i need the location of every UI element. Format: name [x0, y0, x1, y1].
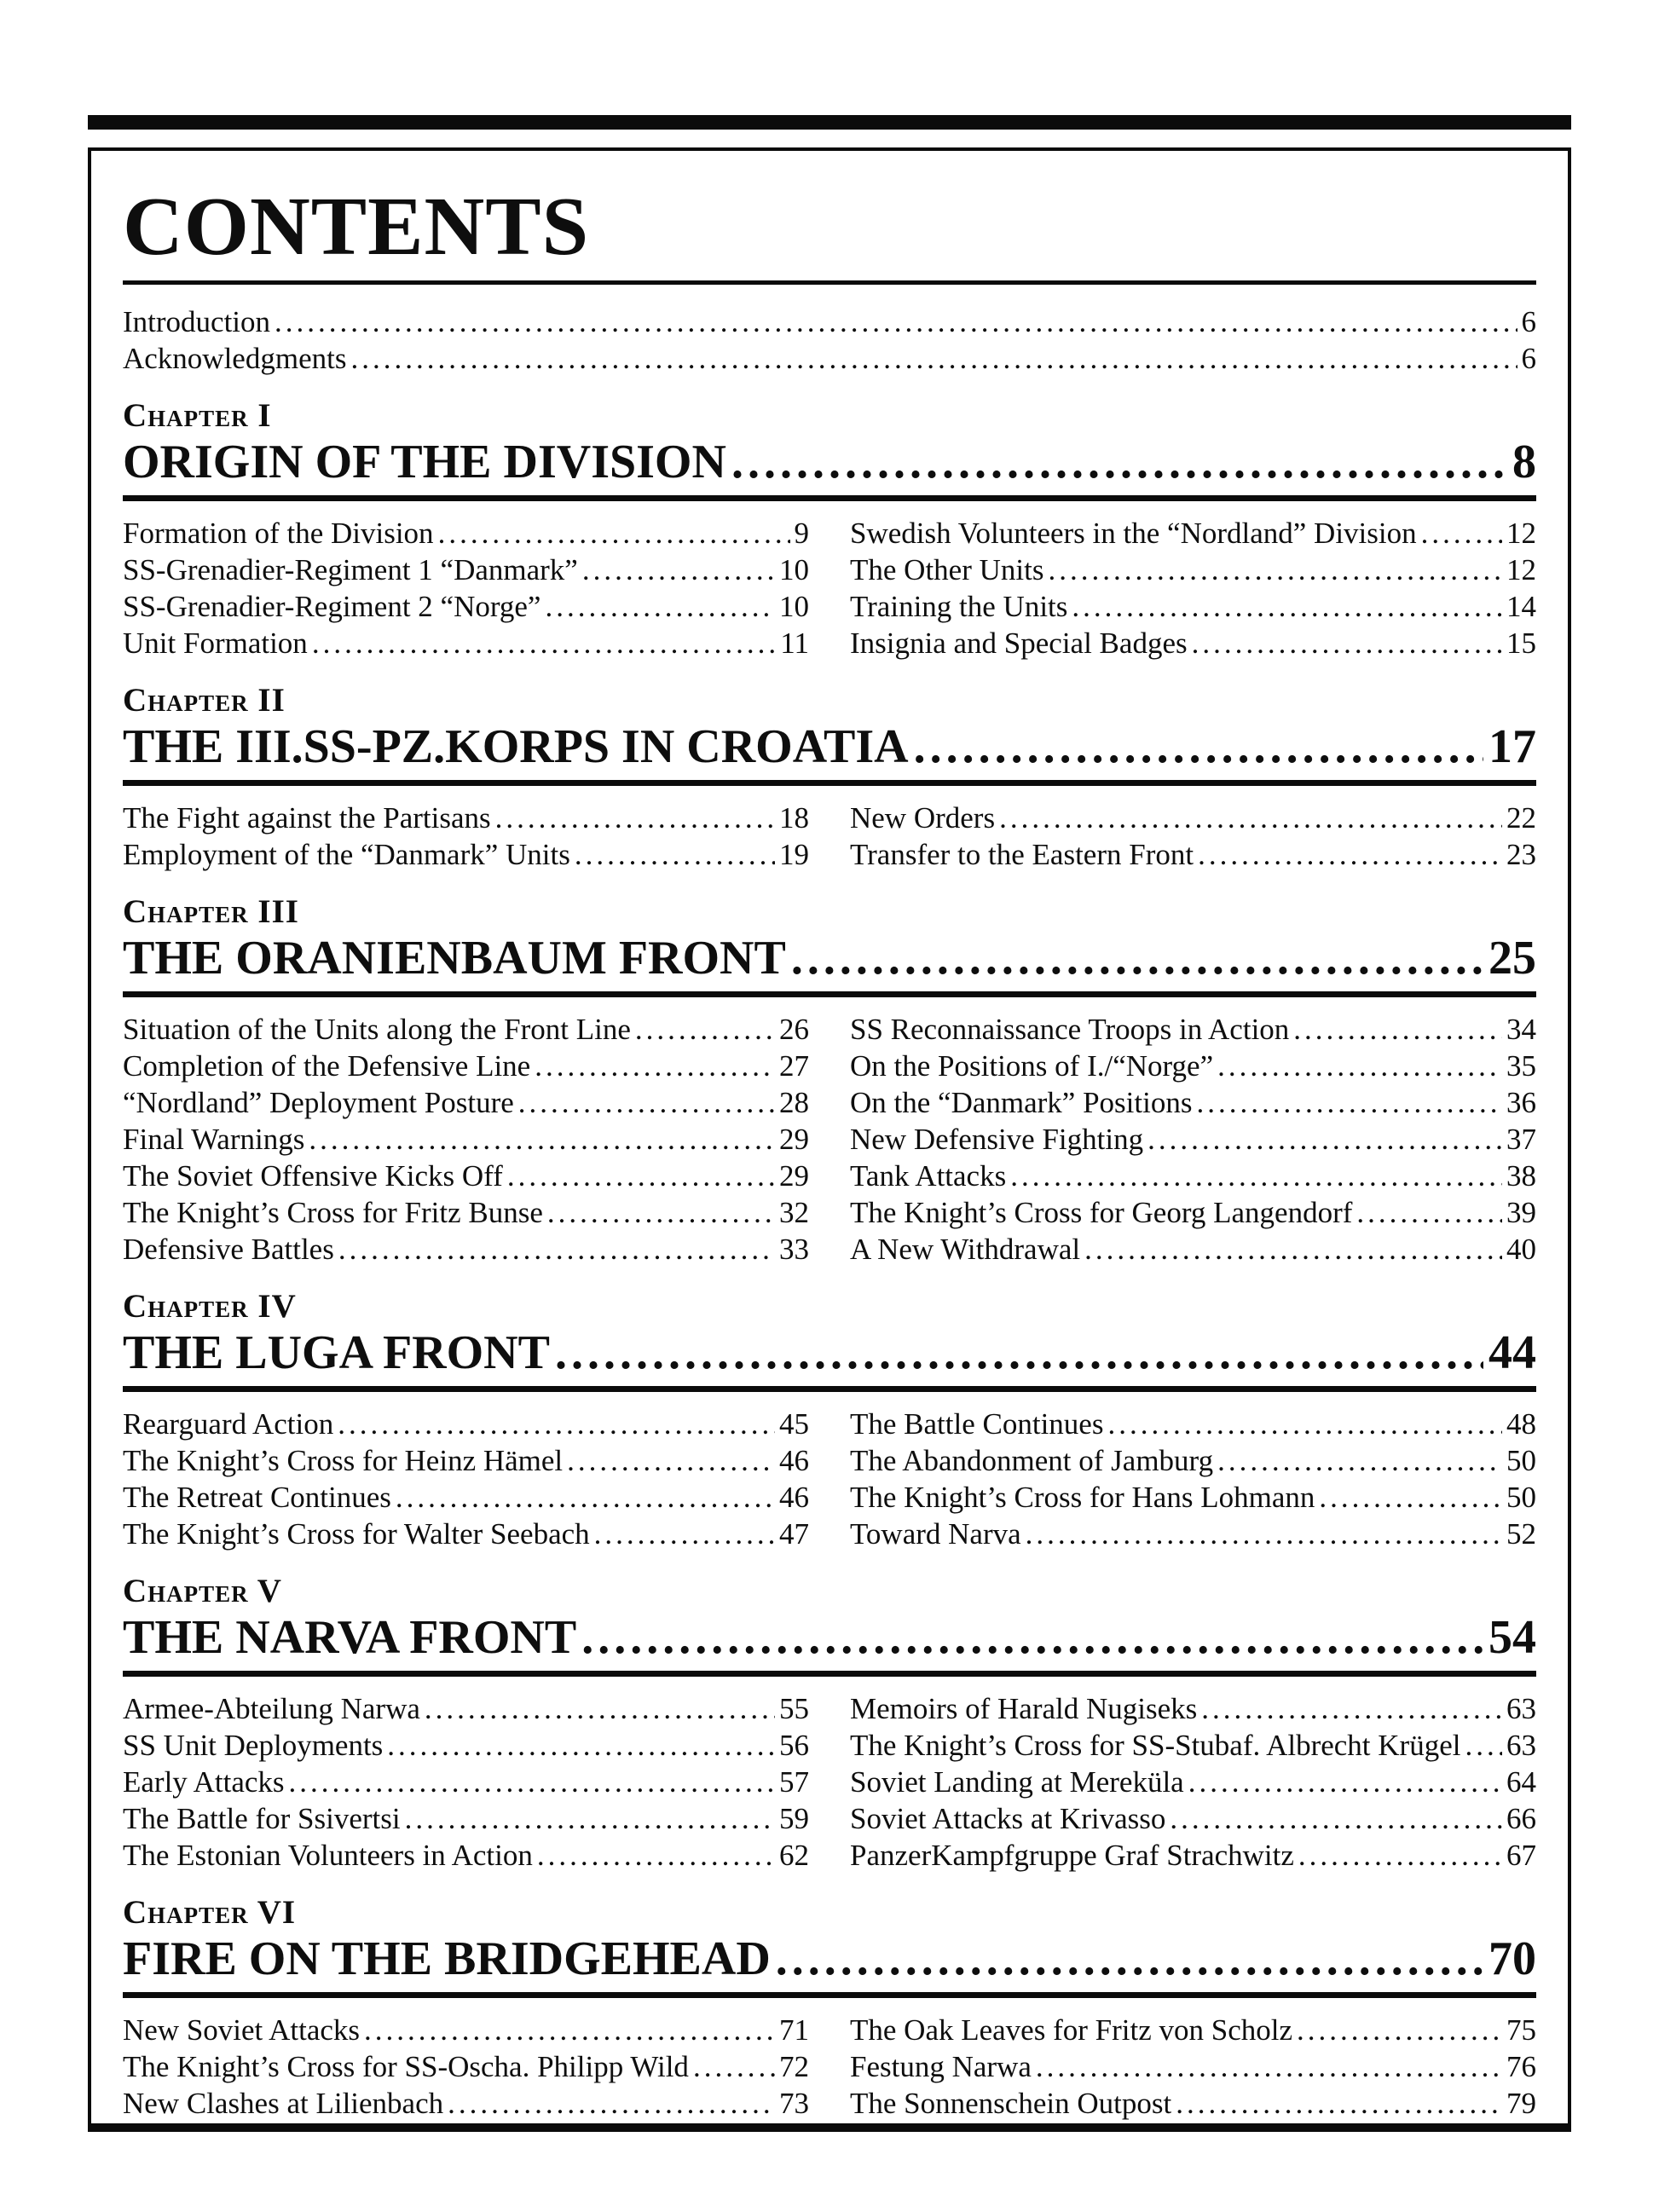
- dot-leader: [1293, 1011, 1502, 1048]
- toc-entry-label: New Soviet Attacks: [123, 2013, 361, 2047]
- chapter-list: [123, 396, 1536, 2122]
- dot-leader: [1297, 2012, 1502, 2048]
- chapter-columns: [123, 515, 1536, 661]
- toc-entry: [850, 2012, 1536, 2048]
- dot-leader: [1084, 1231, 1502, 1268]
- chapter-title-row: [123, 1611, 1536, 1664]
- dot-leader: [350, 340, 1517, 377]
- chapter-title-row: [123, 720, 1536, 773]
- chapter-number: Chapter V: [123, 1572, 282, 1609]
- chapter-right-column: [850, 800, 1536, 873]
- toc-entry-page: 36: [1506, 1085, 1536, 1119]
- chapter-rule: [123, 495, 1536, 501]
- dot-leader: [309, 1121, 775, 1158]
- dot-leader: [518, 1084, 775, 1121]
- toc-entry-page: 63: [1506, 1728, 1536, 1762]
- dot-leader: [507, 1158, 775, 1194]
- toc-entry-label: Toward Narva: [850, 1516, 1021, 1551]
- toc-entry-page: 46: [779, 1480, 809, 1514]
- toc-entry-page: 37: [1506, 1122, 1536, 1156]
- dot-leader: [1026, 1516, 1502, 1552]
- chapter-title: THE LUGA FRONT: [123, 1325, 550, 1379]
- toc-entry-page: 47: [779, 1516, 809, 1551]
- dot-leader: [1196, 1084, 1502, 1121]
- title-rule: [123, 280, 1536, 285]
- toc-entry: [123, 1194, 809, 1231]
- toc-entry-label: Soviet Landing at Mereküla: [850, 1764, 1184, 1799]
- toc-entry: [850, 1690, 1536, 1727]
- toc-entry-label: The Knight’s Cross for SS-Oscha. Philipp Wild: [123, 2049, 689, 2083]
- dot-leader: [1048, 552, 1502, 588]
- chapter-title: THE III.SS-PZ.KORPS IN CROATIA: [123, 719, 909, 773]
- chapter-rule: [123, 991, 1536, 997]
- chapter-page: 17: [1488, 719, 1536, 773]
- chapter-title-row: [123, 1932, 1536, 1985]
- page-title: CONTENTS: [123, 181, 590, 273]
- toc-entry-label: The Knight’s Cross for Walter Seebach: [123, 1516, 590, 1551]
- chapter-dot-leader: [914, 720, 1483, 773]
- chapter-section: [123, 892, 1536, 1268]
- toc-entry: [123, 552, 809, 588]
- toc-entry-page: 76: [1506, 2049, 1536, 2083]
- chapter-left-column: [123, 1406, 809, 1552]
- dot-leader: [1217, 1442, 1502, 1479]
- toc-entry: [123, 303, 1536, 340]
- toc-entry: [123, 340, 1536, 377]
- chapter-dot-leader: [555, 1326, 1483, 1379]
- toc-entry-page: 48: [1506, 1406, 1536, 1441]
- toc-entry: [850, 588, 1536, 625]
- toc-entry: [123, 515, 809, 552]
- chapter-dot-leader: [581, 1611, 1483, 1664]
- dot-leader: [545, 588, 775, 625]
- toc-entry-label: The Fight against the Partisans: [123, 800, 491, 835]
- dot-leader: [1072, 588, 1502, 625]
- toc-entry-page: 29: [779, 1158, 809, 1193]
- contents-frame: [88, 147, 1571, 2132]
- chapter-right-column: [850, 1690, 1536, 1874]
- toc-entry: [850, 1194, 1536, 1231]
- toc-entry-label: Festung Narwa: [850, 2049, 1032, 2083]
- toc-entry: [850, 1442, 1536, 1479]
- dot-leader: [693, 2048, 775, 2085]
- toc-entry: [850, 1406, 1536, 1442]
- toc-entry: [123, 2048, 809, 2085]
- chapter-number: Chapter IV: [123, 1287, 297, 1325]
- toc-entry-page: 18: [779, 800, 809, 835]
- chapter-rule: [123, 780, 1536, 786]
- toc-entry: [850, 1084, 1536, 1121]
- dot-leader: [438, 515, 790, 552]
- chapter-number: Chapter II: [123, 681, 286, 719]
- toc-entry: [123, 1727, 809, 1764]
- dot-leader: [547, 1194, 775, 1231]
- toc-entry-page: 12: [1506, 516, 1536, 550]
- chapter-section: [123, 1287, 1536, 1552]
- toc-entry-label: New Clashes at Lilienbach: [123, 2086, 444, 2120]
- toc-entry-page: 23: [1506, 837, 1536, 871]
- dot-leader: [448, 2085, 775, 2122]
- toc-entry-page: 26: [779, 1012, 809, 1046]
- toc-entry-page: 6: [1521, 341, 1536, 375]
- toc-entry-page: 64: [1506, 1764, 1536, 1799]
- toc-entry-page: 38: [1506, 1158, 1536, 1193]
- toc-entry: [123, 1690, 809, 1727]
- toc-entry-label: The Retreat Continues: [123, 1480, 391, 1514]
- toc-entry: [850, 515, 1536, 552]
- dot-leader: [535, 1048, 775, 1084]
- dot-leader: [999, 800, 1502, 836]
- toc-entry-label: Formation of the Division: [123, 516, 434, 550]
- toc-entry-page: 59: [779, 1801, 809, 1835]
- toc-entry-page: 22: [1506, 800, 1536, 835]
- toc-entry: [850, 1516, 1536, 1552]
- dot-leader: [1010, 1158, 1502, 1194]
- chapter-title: THE ORANIENBAUM FRONT: [123, 931, 786, 985]
- toc-entry: [123, 1516, 809, 1552]
- chapter-section: [123, 681, 1536, 873]
- toc-entry: [123, 1406, 809, 1442]
- chapter-right-column: [850, 1011, 1536, 1268]
- toc-entry-page: 57: [779, 1764, 809, 1799]
- toc-entry-label: The Soviet Offensive Kicks Off: [123, 1158, 503, 1193]
- dot-leader: [396, 1479, 775, 1516]
- toc-entry-page: 10: [779, 552, 809, 586]
- toc-entry: [850, 836, 1536, 873]
- dot-leader: [1147, 1121, 1502, 1158]
- toc-entry-page: 12: [1506, 552, 1536, 586]
- toc-entry-page: 45: [779, 1406, 809, 1441]
- toc-entry: [123, 2012, 809, 2048]
- toc-entry: [123, 625, 809, 661]
- chapter-page: 25: [1488, 931, 1536, 985]
- toc-entry: [850, 1479, 1536, 1516]
- toc-entry-label: On the “Danmark” Positions: [850, 1085, 1193, 1119]
- dot-leader: [575, 836, 775, 873]
- toc-entry-label: Introduction: [123, 304, 271, 338]
- chapter-columns: [123, 2012, 1536, 2122]
- chapter-rule: [123, 1671, 1536, 1677]
- dot-leader: [312, 625, 776, 661]
- toc-entry-label: The Other Units: [850, 552, 1044, 586]
- chapter-left-column: [123, 1690, 809, 1874]
- dot-leader: [338, 1406, 775, 1442]
- toc-entry: [123, 1764, 809, 1800]
- toc-entry-page: 27: [779, 1048, 809, 1083]
- chapter-number: Chapter VI: [123, 1893, 297, 1931]
- chapter-number: Chapter I: [123, 396, 272, 434]
- toc-entry-label: Rearguard Action: [123, 1406, 334, 1441]
- toc-entry-page: 50: [1506, 1480, 1536, 1514]
- toc-entry-label: Unit Formation: [123, 626, 308, 660]
- toc-entry-label: The Knight’s Cross for SS-Stubaf. Albrecht Krügel: [850, 1728, 1461, 1762]
- dot-leader: [1192, 625, 1502, 661]
- top-rule-bar: [88, 115, 1571, 130]
- toc-entry-page: 29: [779, 1122, 809, 1156]
- chapter-title: ORIGIN OF THE DIVISION: [123, 435, 726, 488]
- toc-entry-label: The Estonian Volunteers in Action: [123, 1838, 533, 1872]
- toc-entry-page: 6: [1521, 304, 1536, 338]
- toc-entry-label: The Abandonment of Jamburg: [850, 1443, 1214, 1477]
- toc-entry-page: 56: [779, 1728, 809, 1762]
- toc-entry-page: 39: [1506, 1195, 1536, 1229]
- chapter-section: [123, 1893, 1536, 2122]
- chapter-title-row: [123, 1326, 1536, 1379]
- toc-entry-page: 72: [779, 2049, 809, 2083]
- toc-entry-label: SS Reconnaissance Troops in Action: [850, 1012, 1290, 1046]
- chapter-columns: [123, 1406, 1536, 1552]
- toc-entry-label: Soviet Attacks at Krivasso: [850, 1801, 1166, 1835]
- toc-entry-page: 35: [1506, 1048, 1536, 1083]
- toc-entry-label: SS-Grenadier-Regiment 2 “Norge”: [123, 589, 541, 623]
- toc-entry-label: Tank Attacks: [850, 1158, 1007, 1193]
- toc-entry-label: Armee-Abteilung Narwa: [123, 1691, 420, 1725]
- toc-entry-label: Situation of the Units along the Front Line: [123, 1012, 631, 1046]
- toc-entry-page: 28: [779, 1085, 809, 1119]
- front-matter-list: [123, 303, 1536, 377]
- chapter-right-column: [850, 1406, 1536, 1552]
- dot-leader: [289, 1764, 775, 1800]
- toc-entry-page: 50: [1506, 1443, 1536, 1477]
- dot-leader: [1319, 1479, 1502, 1516]
- toc-entry-page: 33: [779, 1232, 809, 1266]
- toc-entry: [850, 1121, 1536, 1158]
- toc-entry-page: 71: [779, 2013, 809, 2047]
- toc-entry-page: 10: [779, 589, 809, 623]
- toc-entry: [123, 1048, 809, 1084]
- chapter-dot-leader: [731, 436, 1507, 488]
- chapter-number: Chapter III: [123, 892, 299, 930]
- toc-entry: [850, 800, 1536, 836]
- chapter-section: [123, 1574, 1536, 1874]
- toc-entry: [123, 800, 809, 836]
- toc-entry-label: New Defensive Fighting: [850, 1122, 1144, 1156]
- toc-entry: [123, 588, 809, 625]
- toc-entry: [123, 1800, 809, 1837]
- toc-entry: [123, 1837, 809, 1874]
- chapter-page: 70: [1488, 1932, 1536, 1985]
- dot-leader: [1170, 1800, 1502, 1837]
- dot-leader: [1465, 1727, 1502, 1764]
- toc-entry: [123, 2085, 809, 2122]
- toc-entry-label: Employment of the “Danmark” Units: [123, 837, 570, 871]
- toc-entry-label: “Nordland” Deployment Posture: [123, 1085, 514, 1119]
- toc-entry-page: 52: [1506, 1516, 1536, 1551]
- chapter-left-column: [123, 2012, 809, 2122]
- toc-entry-page: 67: [1506, 1838, 1536, 1872]
- dot-leader: [364, 2012, 775, 2048]
- chapter-page: 54: [1488, 1610, 1536, 1664]
- toc-entry-page: 14: [1506, 589, 1536, 623]
- toc-entry-page: 75: [1506, 2013, 1536, 2047]
- dot-leader: [537, 1837, 775, 1874]
- toc-entry-label: Completion of the Defensive Line: [123, 1048, 531, 1083]
- dot-leader: [1298, 1837, 1502, 1874]
- dot-leader: [1198, 836, 1502, 873]
- toc-entry-page: 62: [779, 1838, 809, 1872]
- toc-entry-label: Early Attacks: [123, 1764, 285, 1799]
- dot-leader: [582, 552, 775, 588]
- toc-entry: [123, 836, 809, 873]
- toc-entry-page: 66: [1506, 1801, 1536, 1835]
- dot-leader: [405, 1800, 775, 1837]
- chapter-columns: [123, 800, 1536, 873]
- dot-leader: [1036, 2048, 1502, 2085]
- dot-leader: [1188, 1764, 1502, 1800]
- chapter-title-row: [123, 932, 1536, 985]
- toc-entry-label: SS-Grenadier-Regiment 1 “Danmark”: [123, 552, 578, 586]
- toc-entry-page: 32: [779, 1195, 809, 1229]
- chapter-dot-leader: [791, 932, 1483, 985]
- dot-leader: [495, 800, 775, 836]
- chapter-right-column: [850, 515, 1536, 661]
- dot-leader: [1421, 515, 1502, 552]
- toc-entry-label: On the Positions of I./“Norge”: [850, 1048, 1214, 1083]
- toc-entry: [123, 1121, 809, 1158]
- toc-entry-label: Transfer to the Eastern Front: [850, 837, 1194, 871]
- toc-entry: [123, 1011, 809, 1048]
- toc-entry-label: The Battle Continues: [850, 1406, 1104, 1441]
- chapter-title: FIRE ON THE BRIDGEHEAD: [123, 1932, 771, 1985]
- toc-entry-label: A New Withdrawal: [850, 1232, 1081, 1266]
- toc-entry: [850, 552, 1536, 588]
- toc-entry: [850, 2085, 1536, 2122]
- dot-leader: [275, 303, 1517, 340]
- chapter-section: [123, 396, 1536, 661]
- chapter-page: 8: [1512, 435, 1536, 488]
- toc-entry-page: 9: [794, 516, 809, 550]
- toc-entry-page: 15: [1506, 626, 1536, 660]
- dot-leader: [1107, 1406, 1502, 1442]
- toc-entry: [850, 1837, 1536, 1874]
- chapter-left-column: [123, 515, 809, 661]
- dot-leader: [1201, 1690, 1502, 1727]
- toc-entry-page: 55: [779, 1691, 809, 1725]
- toc-entry-label: The Knight’s Cross for Fritz Bunse: [123, 1195, 543, 1229]
- toc-entry-page: 40: [1506, 1232, 1536, 1266]
- toc-entry: [850, 1048, 1536, 1084]
- toc-entry-label: Training the Units: [850, 589, 1068, 623]
- toc-entry-label: Defensive Battles: [123, 1232, 334, 1266]
- chapter-columns: [123, 1690, 1536, 1874]
- toc-entry-label: The Knight’s Cross for Heinz Hämel: [123, 1443, 564, 1477]
- chapter-page: 44: [1488, 1325, 1536, 1379]
- toc-entry-label: Final Warnings: [123, 1122, 305, 1156]
- toc-entry-label: The Sonnenschein Outpost: [850, 2086, 1172, 2120]
- toc-entry: [850, 625, 1536, 661]
- toc-entry: [123, 1442, 809, 1479]
- toc-entry: [850, 1800, 1536, 1837]
- chapter-rule: [123, 1386, 1536, 1392]
- dot-leader: [1217, 1048, 1502, 1084]
- dot-leader: [1176, 2085, 1502, 2122]
- toc-entry-page: 79: [1506, 2086, 1536, 2120]
- toc-entry: [850, 1158, 1536, 1194]
- toc-entry-label: Swedish Volunteers in the “Nordland” Division: [850, 516, 1417, 550]
- dot-leader: [635, 1011, 775, 1048]
- toc-entry-label: The Battle for Ssivertsi: [123, 1801, 401, 1835]
- chapter-left-column: [123, 800, 809, 873]
- toc-entry-label: The Oak Leaves for Fritz von Scholz: [850, 2013, 1293, 2047]
- toc-entry-page: 19: [779, 837, 809, 871]
- chapter-dot-leader: [776, 1932, 1483, 1985]
- toc-entry-label: New Orders: [850, 800, 996, 835]
- toc-entry-label: The Knight’s Cross for Hans Lohmann: [850, 1480, 1315, 1514]
- toc-entry-label: Acknowledgments: [123, 341, 347, 375]
- toc-entry: [850, 2048, 1536, 2085]
- dot-leader: [1356, 1194, 1502, 1231]
- chapter-title-row: [123, 436, 1536, 488]
- toc-entry: [123, 1479, 809, 1516]
- toc-entry-page: 73: [779, 2086, 809, 2120]
- chapter-rule: [123, 1992, 1536, 1998]
- toc-entry: [850, 1011, 1536, 1048]
- toc-entry: [123, 1231, 809, 1268]
- toc-entry-label: Insignia and Special Badges: [850, 626, 1188, 660]
- toc-entry-page: 46: [779, 1443, 809, 1477]
- toc-entry-label: The Knight’s Cross for Georg Langendorf: [850, 1195, 1353, 1229]
- toc-entry: [123, 1084, 809, 1121]
- chapter-columns: [123, 1011, 1536, 1268]
- toc-entry: [123, 1158, 809, 1194]
- toc-entry-page: 63: [1506, 1691, 1536, 1725]
- dot-leader: [567, 1442, 775, 1479]
- chapter-title: THE NARVA FRONT: [123, 1610, 577, 1664]
- toc-entry-label: SS Unit Deployments: [123, 1728, 384, 1762]
- toc-entry: [850, 1231, 1536, 1268]
- toc-entry: [850, 1764, 1536, 1800]
- toc-entry-label: Memoirs of Harald Nugiseks: [850, 1691, 1198, 1725]
- dot-leader: [425, 1690, 775, 1727]
- toc-entry-page: 11: [780, 626, 809, 660]
- chapter-right-column: [850, 2012, 1536, 2122]
- toc-entry-page: 34: [1506, 1012, 1536, 1046]
- dot-leader: [594, 1516, 775, 1552]
- toc-entry: [850, 1727, 1536, 1764]
- dot-leader: [338, 1231, 775, 1268]
- dot-leader: [387, 1727, 775, 1764]
- toc-entry-label: PanzerKampfgruppe Graf Strachwitz: [850, 1838, 1294, 1872]
- chapter-left-column: [123, 1011, 809, 1268]
